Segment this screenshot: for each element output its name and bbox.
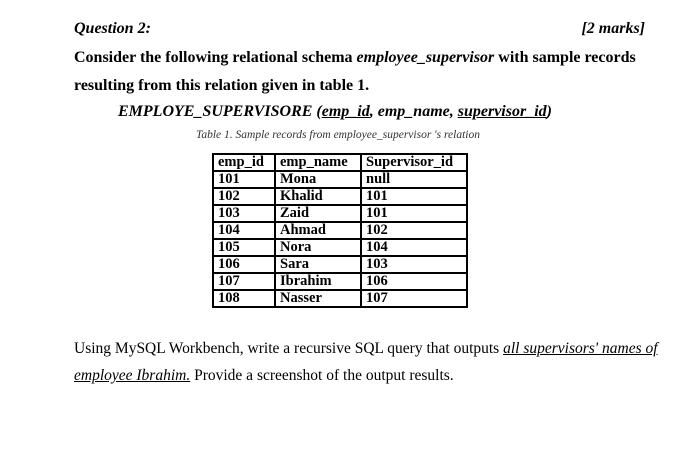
intro-line-2: resulting from this relation given in table 1. — [74, 77, 370, 94]
table-row — [213, 171, 467, 188]
intro-prefix: Consider the following relational schema — [74, 49, 357, 66]
cell-emp-id: 102 — [213, 188, 275, 205]
cell-emp-name: Nora — [275, 239, 361, 256]
task-suffix: Provide a screenshot of the output results. — [190, 367, 454, 384]
question-title: Question 2: — [74, 20, 151, 37]
sample-records-table — [212, 153, 468, 308]
header-emp-id: emp_id — [213, 154, 275, 171]
cell-emp-name: Sara — [275, 256, 361, 273]
table-row — [213, 290, 467, 307]
table-row — [213, 273, 467, 290]
table-row — [213, 256, 467, 273]
table-row — [213, 205, 467, 222]
cell-emp-name: Ahmad — [275, 222, 361, 239]
relation-name: employee_supervisor — [356, 49, 495, 66]
cell-emp-name: Ibrahim — [275, 273, 361, 290]
table-caption: Table 1. Sample records from employee_supervisor 's relation — [196, 129, 480, 141]
cell-emp-id: 103 — [213, 205, 275, 222]
task-line-1 — [74, 340, 658, 358]
task-emphasis-2: employee Ibrahim. — [74, 367, 191, 384]
cell-emp-id: 105 — [213, 239, 275, 256]
schema-close: ) — [546, 103, 552, 120]
cell-supervisor-id: 103 — [361, 256, 467, 273]
cell-supervisor-id: 106 — [361, 273, 467, 290]
cell-emp-name: Mona — [275, 171, 361, 188]
cell-supervisor-id: 101 — [361, 188, 467, 205]
schema-primary-key: emp_id — [321, 103, 370, 120]
cell-supervisor-id: 107 — [361, 290, 467, 307]
cell-supervisor-id: null — [361, 171, 467, 188]
table-row — [213, 188, 467, 205]
schema-open: ( — [312, 103, 322, 120]
cell-supervisor-id: 102 — [361, 222, 467, 239]
cell-emp-id: 104 — [213, 222, 275, 239]
task-line-2 — [74, 367, 454, 385]
intro-suffix: with sample records — [494, 49, 636, 66]
task-emphasis-1: all supervisors' names of — [503, 340, 658, 357]
cell-supervisor-id: 101 — [361, 205, 467, 222]
cell-emp-id: 101 — [213, 171, 275, 188]
header-supervisor-id: Supervisor_id — [361, 154, 467, 171]
schema-name: EMPLOYE_SUPERVISORE — [118, 103, 313, 120]
task-prefix: Using MySQL Workbench, write a recursive SQL query that outputs — [74, 340, 504, 357]
relation-schema — [118, 103, 552, 121]
table-header-row — [213, 154, 467, 171]
header-emp-name: emp_name — [275, 154, 361, 171]
cell-emp-name: Zaid — [275, 205, 361, 222]
cell-emp-id: 108 — [213, 290, 275, 307]
cell-emp-name: Khalid — [275, 188, 361, 205]
table-row — [213, 222, 467, 239]
intro-line-1 — [74, 49, 636, 67]
question-marks: [2 marks] — [581, 20, 645, 37]
schema-foreign-key: supervisor_id — [457, 103, 547, 120]
cell-emp-name: Nasser — [275, 290, 361, 307]
cell-emp-id: 106 — [213, 256, 275, 273]
cell-supervisor-id: 104 — [361, 239, 467, 256]
table-row — [213, 239, 467, 256]
cell-emp-id: 107 — [213, 273, 275, 290]
schema-middle: , emp_name, — [369, 103, 458, 120]
